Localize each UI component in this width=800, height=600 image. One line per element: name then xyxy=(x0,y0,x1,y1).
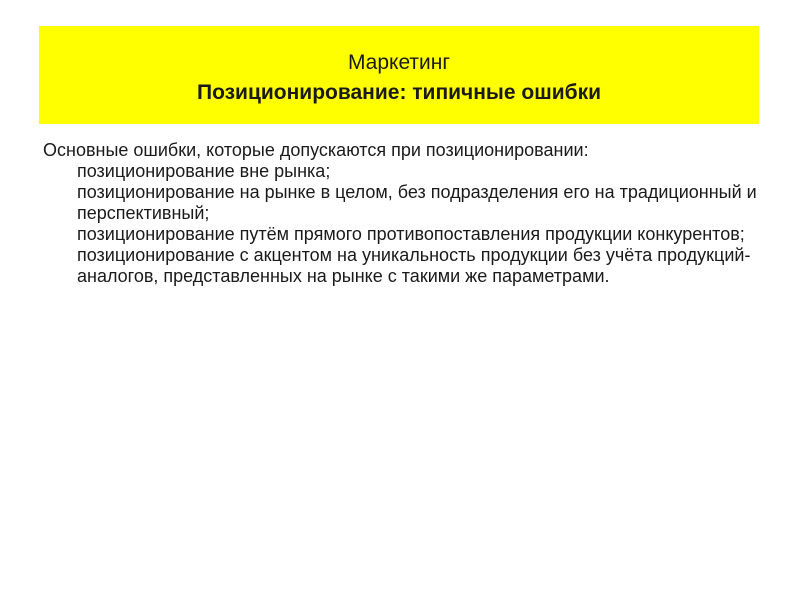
slide-title: Позиционирование: типичные ошибки xyxy=(196,81,602,104)
slide-subject: Маркетинг xyxy=(347,51,451,74)
slide-body xyxy=(43,140,763,287)
list-item: позиционирование на рынке в целом, без подразделения его на традиционный и перспективный; xyxy=(77,182,757,223)
list-item: позиционирование путём прямого противопоставления продукции конкурентов; xyxy=(77,224,745,244)
list-item: позиционирование вне рынка; xyxy=(77,161,331,181)
title-banner xyxy=(39,26,759,124)
error-list xyxy=(43,161,763,287)
list-item: позиционирование с акцентом на уникальность продукции без учёта продукций-аналогов, представленных на рынке с такими же параметрами. xyxy=(77,245,751,286)
intro-text: Основные ошибки, которые допускаются при позиционировании: xyxy=(43,140,589,160)
